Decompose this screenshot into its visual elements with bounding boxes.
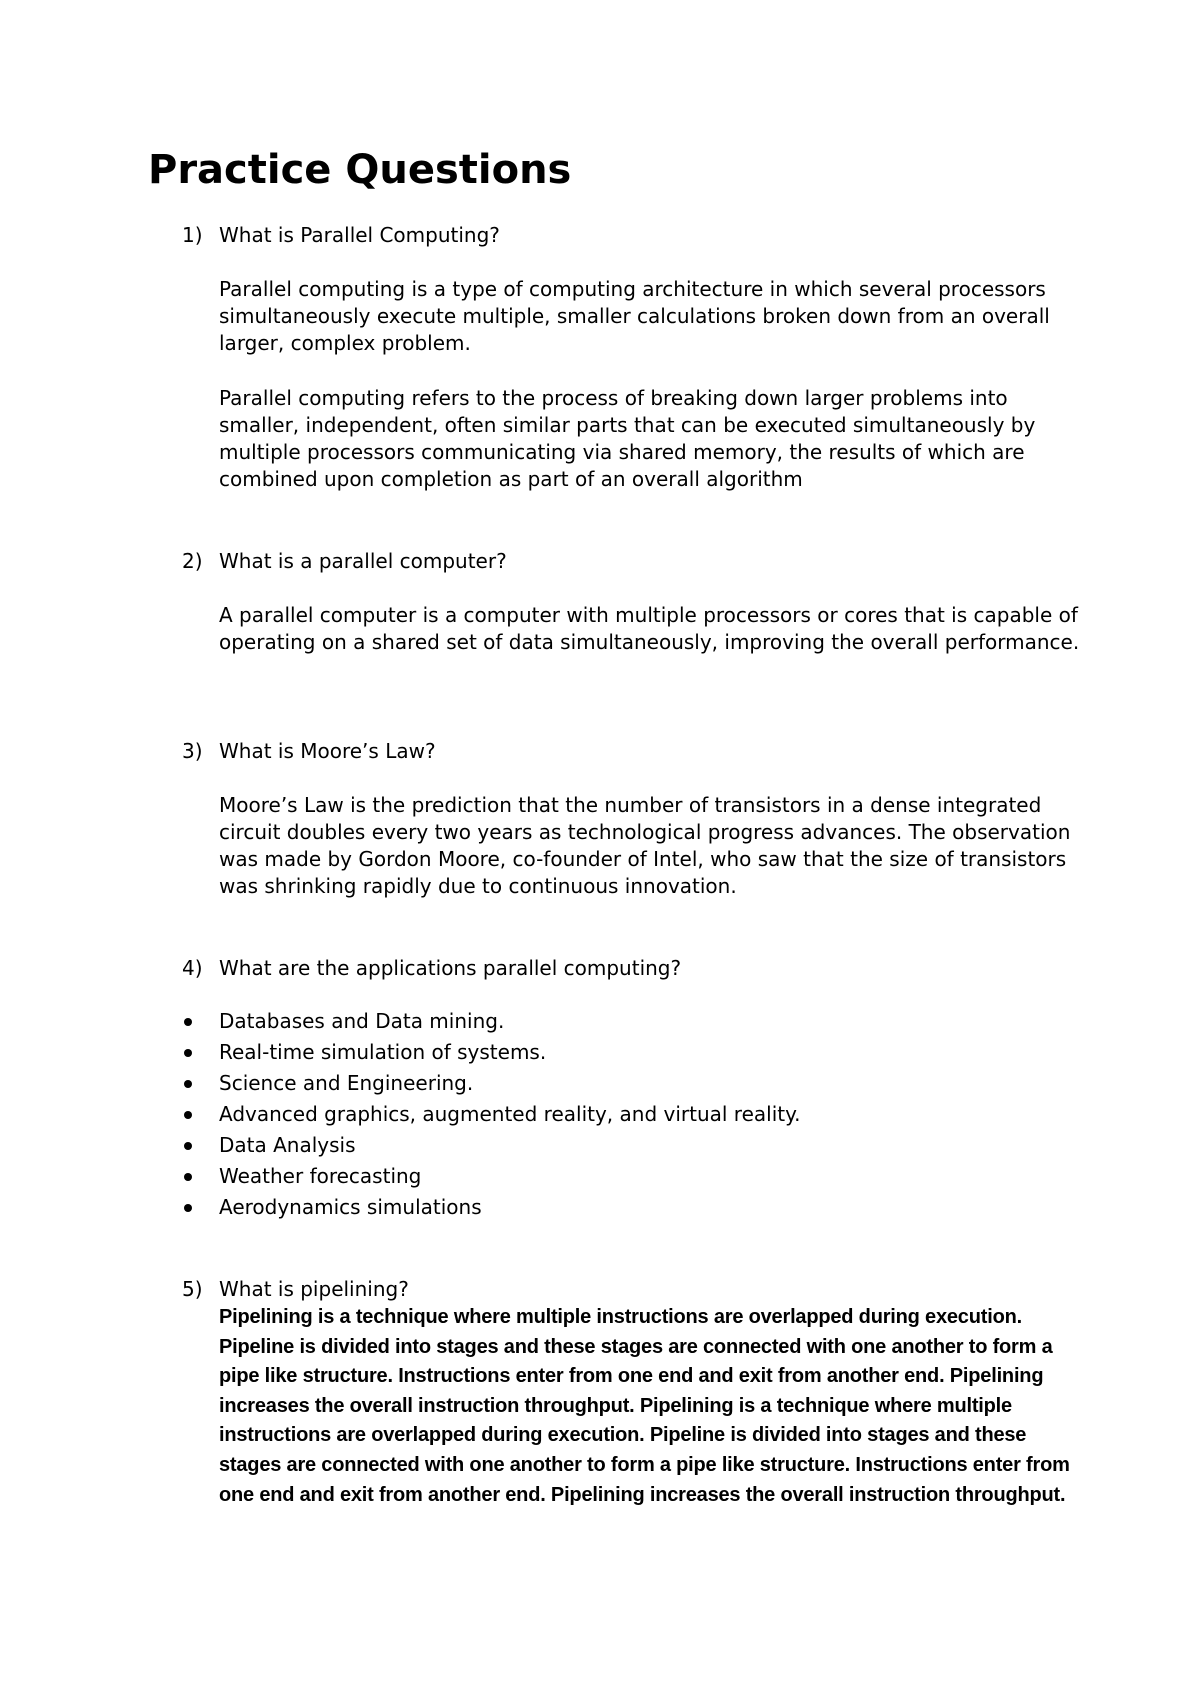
bullet-icon [184,1049,192,1057]
question-number: 1) [182,223,203,247]
answer-paragraph: Parallel computing is a type of computing architecture in which several processors simultaneously execute multiple, smaller calculations broken down from an overall larger, complex problem. [219,277,1050,355]
list-item [182,1130,800,1161]
answer-paragraph: A parallel computer is a computer with multiple processors or cores that is capable of operating on a shared set of data simultaneously, improving the overall performance. [219,603,1080,654]
list-item-text: Real-time simulation of systems. [219,1040,547,1064]
question-number: 2) [182,549,203,573]
list-item [182,1006,800,1037]
list-item-text: Advanced graphics, augmented reality, and virtual reality. [219,1102,801,1126]
bullet-icon [184,1018,192,1026]
question-text: What is Moore’s Law? [219,739,436,763]
page-title: Practice Questions [148,147,572,193]
list-item-text: Databases and Data mining. [219,1009,505,1033]
question-text: What are the applications parallel computing? [219,956,682,980]
list-item [182,1192,800,1223]
list-item [182,1037,800,1068]
answer-paragraph-bold: Pipelining is a technique where multiple instructions are overlapped during execution. Pipeline is divided into stages and these stages are connected with one another to form a pipe like structure. Instructions enter from one end and exit from another end. Pipelining increases the overall instruction throughput. Pipelining is a technique where multiple instructions are overlapped during execution. Pipeline is divided into stages and these stages are connected with one another to form a pipe like structure. Instructions enter from one end and exit from another end. Pipelining increases the overall instruction throughput. [219,1306,1070,1506]
list-item [182,1161,800,1192]
list-item-text: Data Analysis [219,1133,356,1157]
list-item [182,1068,800,1099]
bullet-icon [184,1080,192,1088]
bullet-icon [184,1142,192,1150]
question-text: What is Parallel Computing? [219,223,500,247]
applications-list [182,1006,800,1223]
bullet-icon [184,1204,192,1212]
question-number: 3) [182,739,203,763]
list-item-text: Science and Engineering. [219,1071,474,1095]
question-number: 5) [182,1277,203,1301]
answer-paragraph: Parallel computing refers to the process of breaking down larger problems into smaller, independent, often similar parts that can be executed simultaneously by multiple processors communicating via shared memory, the results of which are combined upon completion as part of an overall algorithm [219,386,1036,491]
bullet-icon [184,1173,192,1181]
bullet-icon [184,1111,192,1119]
list-item-text: Aerodynamics simulations [219,1195,482,1219]
question-number: 4) [182,956,203,980]
list-item-text: Weather forecasting [219,1164,422,1188]
list-item [182,1099,800,1130]
question-text: What is pipelining? [219,1277,409,1301]
question-text: What is a parallel computer? [219,549,507,573]
answer-paragraph: Moore’s Law is the prediction that the number of transistors in a dense integrated circuit doubles every two years as technological progress advances. The observation was made by Gordon Moore, co-founder of Intel, who saw that the size of transistors was shrinking rapidly due to continuous innovation. [219,793,1071,898]
